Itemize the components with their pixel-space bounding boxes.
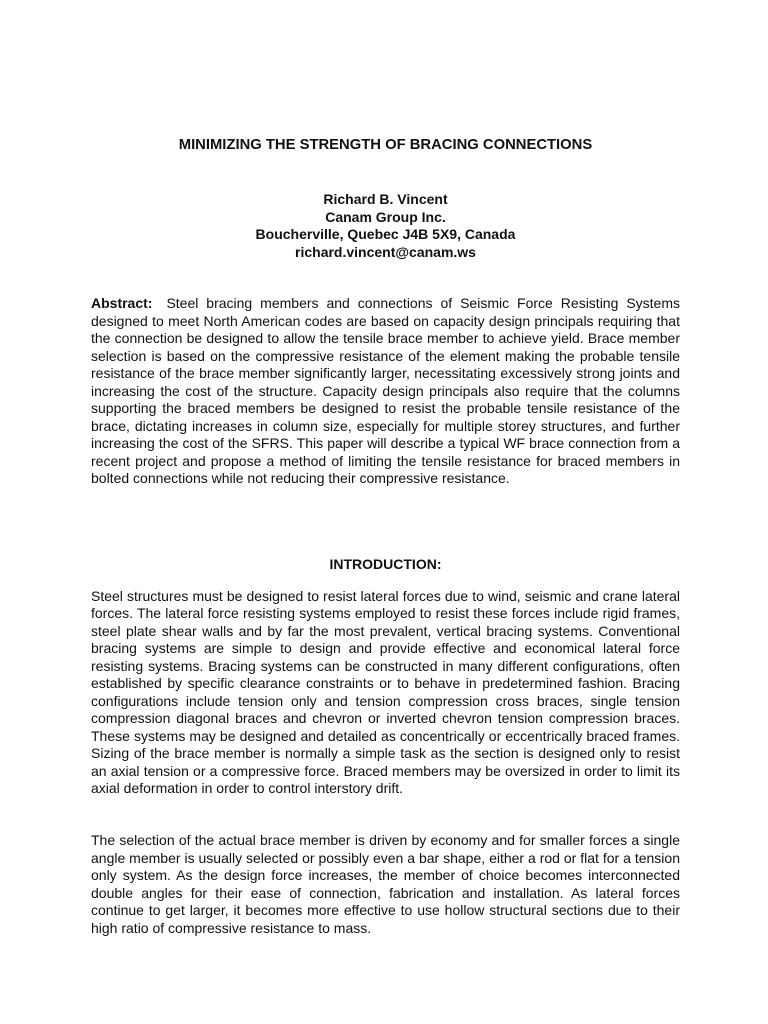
introduction-heading: INTRODUCTION: <box>329 556 442 572</box>
author-name: Richard B. Vincent <box>323 191 448 207</box>
author-organization: Canam Group Inc. <box>325 208 446 225</box>
abstract-text: Steel bracing members and connections of Seismic Force Resisting Systems designed to meet North American codes are based on capacity design principals requiring that the connection be designed to allow the tensile brace member to achieve yield. Brace member selection is based on the compressive resistance of the element making the probable tensile resistance of the brace member significantly larger, necessitating excessively strong joints and increasing the cost of the structure. Capacity design principals also require that the columns supporting the braced members be designed to resist the probable tensile resistance of the brace, dictating increases in column size, especially for multiple storey structures, and further increasing the cost of the SFRS. This paper will describe a typical WF brace connection from a recent project and propose a method of limiting the tensile resistance for braced members in bolted connections while not reducing their compressive resistance. <box>91 295 681 486</box>
introduction-paragraph-2: The selection of the actual brace member is driven by economy and for smaller forces a single angle member is usually selected or possibly even a bar shape, either a rod or flat for a tension only system. As the design force increases, the member of choice becomes interconnected double angles for their ease of connection, fabrication and installation. As lateral forces continue to get larger, it becomes more effective to use hollow structural sections due to their high ratio of compressive resistance to mass. <box>91 832 680 936</box>
author-email: richard.vincent@canam.ws <box>295 243 476 260</box>
introduction-paragraph-1: Steel structures must be designed to resist lateral forces due to wind, seismic and crane lateral forces. The lateral force resisting systems employed to resist these forces include rigid frames, steel plate shear walls and by far the most prevalent, vertical bracing systems. Conventional bracing systems are simple to design and provide effective and economical lateral force resisting systems. Bracing systems can be constructed in many different configurations, often established by specific clearance constraints or to behave in predetermined fashion. Bracing configurations include tension only and tension compression cross braces, single tension compression diagonal braces and chevron or inverted chevron tension compression braces. These systems may be designed and detailed as concentrically or eccentrically braced frames. Sizing of the brace member is normally a simple task as the section is designed only to resist an axial tension or a compressive force. Braced members may be oversized in order to limit its axial deformation in order to control interstory drift. <box>91 588 680 796</box>
author-block <box>91 191 680 261</box>
abstract-paragraph <box>91 295 680 488</box>
abstract-label: Abstract: <box>91 295 153 311</box>
paper-title: MINIMIZING THE STRENGTH OF BRACING CONNECTIONS <box>178 137 593 153</box>
author-location: Boucherville, Quebec J4B 5X9, Canada <box>255 226 516 243</box>
